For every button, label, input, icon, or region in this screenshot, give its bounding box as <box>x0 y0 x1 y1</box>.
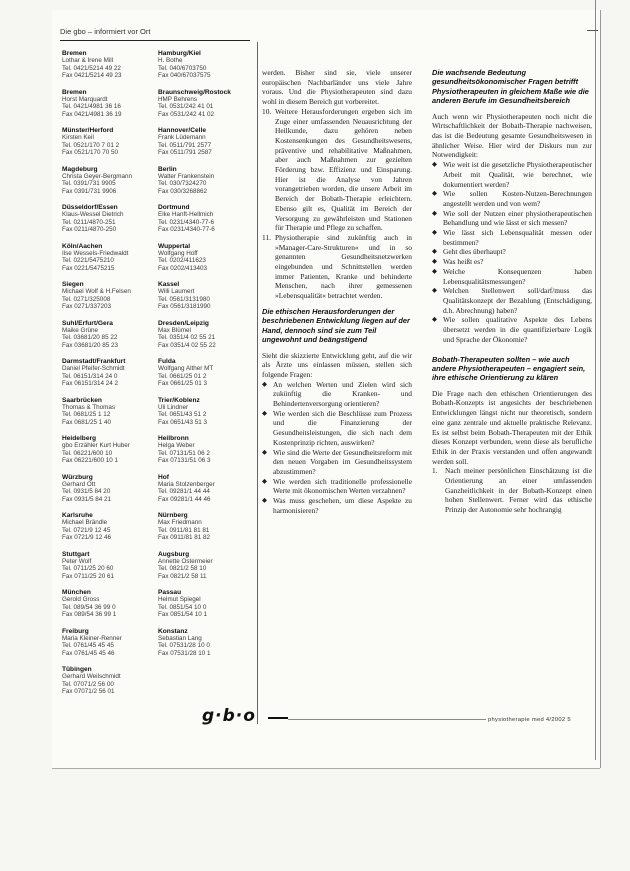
address-city: Saarbrücken <box>62 396 102 404</box>
address-line: Helmut Spiegel <box>158 596 201 604</box>
address-line: Tel. 0851/54 10 0 <box>158 603 207 611</box>
address-city: Passau <box>158 589 182 596</box>
address-line: Fax 0911/81 81 82 <box>158 534 211 542</box>
address-line: Fax 07131/51 06 3 <box>158 457 211 465</box>
address-entry <box>62 127 154 157</box>
address-city: Köln/Aachen <box>62 242 103 250</box>
address-line: Max Blümel <box>158 326 191 334</box>
address-line: Tel. 07531/28 10 0 <box>158 642 210 650</box>
list-item: ◆ Wie werden sich traditionelle professionelle Werte mit ökonomischen Werten verzahnen? <box>262 477 412 496</box>
address-line: Tel. 0211/4870-251 <box>62 218 116 226</box>
address-line: Fax 0521/170 70 50 <box>62 149 119 157</box>
address-entry <box>158 127 250 157</box>
list-item: ◆ Wie sollen Kosten-Nutzen-Berechnungen angestellt werden und von wem? <box>432 189 592 208</box>
address-line: Maria Stolzenberger <box>158 480 215 488</box>
address-line: Tel. 040/6703750 <box>158 64 207 72</box>
address-entry <box>158 589 250 619</box>
list-item: ◆ Geht dies überhaupt? <box>432 247 592 257</box>
address-city: Tübingen <box>62 666 92 673</box>
address-line: Fax 0761/45 45 46 <box>62 649 115 657</box>
address-line: Willi Laumert <box>158 288 195 296</box>
address-line: Fax 0851/54 10 1 <box>158 611 208 619</box>
address-line: Michael Brändle <box>62 519 108 527</box>
address-entry <box>158 204 250 234</box>
address-city: Darmstadt/Frankfurt <box>62 358 126 365</box>
logo-underline <box>268 717 288 719</box>
address-line: Fax 0931/5 84 21 <box>62 495 112 503</box>
address-line: Horst Marquardt <box>62 95 108 103</box>
binding-edge <box>595 0 606 760</box>
address-line: Tel. 06221/600 10 <box>62 449 113 457</box>
address-line: Fax 09281/1 44 46 <box>158 495 211 503</box>
address-line: Wolfgang Alther MT <box>158 365 214 373</box>
address-entry <box>62 281 154 311</box>
list-item: ◆ Welchen Stellenwert soll/darf/muss das Qualitätskonzept der Bezahlung (Entschädigung, d.h. Abrechnung) haben? <box>432 286 592 315</box>
address-line: Gerhard Weilschmidt <box>62 673 121 681</box>
section-heading: Bobath-Therapeuten sollten – wie auch andere Physiotherapeuten – engagiert sein, ihre ethische Orientierung zu klären <box>432 354 586 383</box>
address-line: Peter Wolf <box>62 557 92 565</box>
address-city: Konstanz <box>158 627 188 635</box>
address-entry <box>62 474 154 504</box>
address-line: Tel. 07131/51 06 2 <box>158 449 210 457</box>
address-city: Augsburg <box>158 550 190 558</box>
address-line: Thomas & Thomas <box>62 403 116 411</box>
address-line: Fax 0721/9 12 46 <box>62 534 112 542</box>
item-number: 1. <box>432 466 438 476</box>
address-line: Gerold Gross <box>62 596 100 604</box>
address-line: Tel. 0531/242 41 01 <box>158 103 214 111</box>
address-line: Tel. 07071/2 56 00 <box>62 680 114 688</box>
address-line: Lothar & Irene Mill <box>62 57 114 65</box>
address-entry <box>158 512 250 542</box>
address-entry <box>158 435 250 465</box>
section-heading: Die wachsende Bedeutung gesundheitsökonomischer Fragen betrifft Physiotherapeuten in gleichem Maße wie die anderen Berufe im Gesundheitsbereich <box>432 68 589 106</box>
address-city: Magdeburg <box>62 165 98 173</box>
binding-tick <box>587 30 598 31</box>
list-item: ◆ Was muss geschehen, um diese Aspekte zu harmonisieren? <box>262 496 412 515</box>
address-line: Tel. 0202/411623 <box>158 257 206 265</box>
address-line: Tel. 03681/20 85 22 <box>62 334 118 342</box>
column-divider <box>257 42 258 724</box>
address-city: Berlin <box>158 165 177 173</box>
address-line: Kirsten Keil <box>62 134 94 142</box>
address-line: Fax 0711/25 20 61 <box>62 572 115 580</box>
address-entry <box>62 204 154 234</box>
section-heading: Die ethischen Herausforderungen der beschriebenen Entwicklung liegen auf der Hand, dennoch sind sie zum Teil ungewohnt und beängstigend <box>262 306 410 345</box>
numbered-item <box>432 466 592 515</box>
address-line: Tel. 030/7324270 <box>158 180 207 188</box>
address-entry <box>62 50 154 80</box>
address-entry <box>158 243 250 273</box>
list-item: ◆ Wie weit ist die gesetzliche Physiotherapeutischer Arbeit mit Qualität, wie berechnet, wie dokumentiert werden? <box>432 160 592 189</box>
address-line: Tel. 0351/4 02 55 21 <box>158 334 216 342</box>
list-item: ◆ Welche Konsequenzen haben Lebensqualitätsmessungen? <box>432 267 592 286</box>
address-line: Fax 0651/43 51 3 <box>158 418 208 426</box>
address-line: Fax 030/3268862 <box>158 187 208 195</box>
address-line: Tel. 0221/5475210 <box>62 257 114 265</box>
address-city: Heidelberg <box>62 435 97 442</box>
address-line: Fax 0531/242 41 02 <box>158 110 215 118</box>
address-line: Annette Ostermeier <box>158 557 213 565</box>
address-line: Fax 0681/25 1 40 <box>62 418 112 426</box>
item-text: Physiotherapie sind zukünftig auch in »Manager-Care-Strukturen« und in so genannten Gesundheitsnetzwerken eingebunden und Schnittstellen werden immer Patienten, Kranke und behinderte Menschen, nach ihrer gemessenen »Lebensqualität« betrachtet werden. <box>275 232 412 301</box>
address-entry <box>158 628 250 658</box>
header-text: Die gbo – informiert vor Ort <box>60 27 151 36</box>
address-line: Fax 0421/4981 36 19 <box>62 110 122 118</box>
address-line: Elke Hanft-Hellmich <box>158 211 214 219</box>
address-line: Tel. 0761/45 45 45 <box>62 642 114 650</box>
address-city: Hannover/Celle <box>158 127 207 134</box>
address-entry <box>62 666 154 696</box>
address-city: Freiburg <box>62 627 89 635</box>
address-line: Fax 0351/4 02 55 22 <box>158 341 216 349</box>
address-line: Tel. 0821/2 58 10 <box>158 565 207 573</box>
address-city: Dortmund <box>158 204 190 211</box>
address-line: Fax 0211/4870-250 <box>62 226 117 234</box>
address-line: Fax 0271/337203 <box>62 303 112 311</box>
address-line: Fax 089/54 36 99 1 <box>62 611 117 619</box>
address-city: Nürnberg <box>158 512 188 519</box>
address-line: Uli Lindner <box>158 403 189 411</box>
address-line: Tel. 0561/3131980 <box>158 295 210 303</box>
address-entry <box>158 281 250 311</box>
address-line: Christa Geyer-Bergmann <box>62 172 132 180</box>
address-city: Fulda <box>158 358 176 365</box>
address-line: Fax 0561/3181990 <box>158 303 211 311</box>
address-city: Düsseldorf/Essen <box>62 204 118 211</box>
address-city: Karlsruhe <box>62 512 93 519</box>
address-line: Tel. 0231/4340-77-6 <box>158 218 215 226</box>
address-city: Wuppertal <box>158 242 191 250</box>
address-line: Tel. 0931/5 84 20 <box>62 488 111 496</box>
bullet-list <box>432 160 592 344</box>
address-line: Frank Lüdemann <box>158 134 206 142</box>
address-city: Suhl/Erfurt/Gera <box>62 319 113 327</box>
address-line: Fax 0221/5475215 <box>62 264 115 272</box>
list-item: ◆ Wie sollen qualitative Aspekte des Lebens übersetzt werden in die quantifizierbare Logik und Sprache der Ökonomie? <box>432 315 592 344</box>
address-city: Bremen <box>62 50 87 57</box>
address-line: Daniel Pfeifer-Schmidt <box>62 365 125 373</box>
address-entry <box>158 474 250 504</box>
page-footer: physiotherapie med 4/2002 5 <box>488 717 571 723</box>
address-line: Tel. 0911/81 81 81 <box>158 526 210 534</box>
address-line: Fax 0231/4340-77-6 <box>158 226 215 234</box>
address-line: Michael Wolf & H.Felsen <box>62 288 131 296</box>
address-line: Tel. 0511/791 2577 <box>158 141 212 149</box>
address-line: Maria Kleiner-Renner <box>62 634 122 642</box>
address-city: Münster/Herford <box>62 127 114 134</box>
address-entry <box>158 397 250 427</box>
item-text: Nach meiner persönlichen Einschätzung ist die Orientierung an einer umfassenden Ganzheitlichkeit in der Bobath-Konzept einen hohen Stellenwert. Ferner wird das ethische Prinzip der Autonomie sehr hochrangig <box>445 466 592 515</box>
address-line: Tel. 0421/4981 36 16 <box>62 103 121 111</box>
numbered-item <box>262 107 412 233</box>
address-line: Sebastian Lang <box>158 634 202 642</box>
address-entry <box>62 628 154 658</box>
address-line: Tel. 06151/314 24 0 <box>62 372 118 380</box>
address-line: Tel. 089/54 36 99 0 <box>62 603 116 611</box>
address-entry <box>62 320 154 350</box>
address-line: H. Bothe <box>158 57 183 65</box>
bullet-list <box>262 380 412 516</box>
address-line: Fax 06151/314 24 2 <box>62 380 119 388</box>
address-city: Kassel <box>158 281 180 288</box>
address-line: Fax 03681/20 85 23 <box>62 341 119 349</box>
address-entry <box>62 589 154 619</box>
article-column-right <box>432 68 592 515</box>
address-entry <box>158 50 250 80</box>
list-item: ◆ Wie soll der Nutzen einer physiotherapeutischen Behandlung und wie lässt er sich messen? <box>432 209 592 228</box>
address-line: Fax 07531/28 10 1 <box>158 649 211 657</box>
address-city: Würzburg <box>62 473 93 481</box>
address-city: Hamburg/Kiel <box>158 50 201 57</box>
address-line: Tel. 0271/325008 <box>62 295 111 303</box>
address-entry <box>62 89 154 119</box>
address-line: Fax 040/67037575 <box>158 72 211 80</box>
address-line: Tel. 0721/9 12 45 <box>62 526 111 534</box>
address-city: München <box>62 589 91 596</box>
address-line: Fax 0511/791 2587 <box>158 149 212 157</box>
item-number: 11. <box>262 232 271 242</box>
address-city: Braunschweig/Rostock <box>158 88 231 96</box>
gbo-logo: g·b·o <box>202 706 256 726</box>
footer-rule <box>288 719 486 720</box>
list-item: ◆ Wie werden sich die Beschlüsse zum Prozess und die Finanzierung der Gesundheitsleistungen, die sich nach dem Kostenprinzip richten, auswirken? <box>262 409 412 448</box>
address-line: Wolfgang Hoff <box>158 249 198 257</box>
address-city: Stuttgart <box>62 550 90 558</box>
address-line: Tel. 0651/43 51 2 <box>158 411 207 419</box>
address-entry <box>62 243 154 273</box>
address-line: HMP Behrens <box>158 95 198 103</box>
list-item: ◆ An welchen Werten und Zielen wird sich zukünftig die Kranken- und Behindertenversorgung orientieren? <box>262 380 412 409</box>
paragraph: Sieht die skizzierte Entwicklung geht, auf die wir als Ärzte uns einlassen müssen, stellen sich folgende Fragen: <box>262 350 412 379</box>
address-line: Tel. 0661/25 01 2 <box>158 372 207 380</box>
address-entry <box>62 397 154 427</box>
address-line: Tel. 0711/25 20 60 <box>62 565 114 573</box>
address-entry <box>158 166 250 196</box>
paragraph: werden. Bisher sind sie, viele unserer europäischen Nachbarländer uns viele Jahre voraus. Und die Physiotherapeuten sind dazu wohl in diesem Bereich gut vorbereitet. <box>262 68 412 107</box>
address-line: Tel. 0681/25 1 12 <box>62 411 111 419</box>
address-line: Maike Grüne <box>62 326 99 334</box>
address-city: Trier/Koblenz <box>158 396 200 404</box>
address-entry <box>62 512 154 542</box>
article-column-middle <box>262 68 412 515</box>
address-line: gbo Erzähler Kurt Huber <box>62 442 130 450</box>
item-text: Weitere Herausforderungen ergeben sich im Zuge einer umfassenden Neuausrichtung der Heilkunde, dazu gehören neben Kostensenkungen des Gesundheitswesens, präventive und rehabilitative Maßnahmen, aber auch Maßnahmen zur gezielten Förderung bzw. Effizienz und Einsparung. Hier ist die Analyse von Jahren vorangetrieben worden, die unsere Arbeit im Bereich der Bobath-Therapie erleichtern. Ebenso gilt es, Qualität im Bereich der Versorgung zu gewährleisten und Stationen für Therapie und Pflege zu schaffen. <box>275 106 412 233</box>
list-item: ◆ Wie lässt sich Lebensqualität messen oder bestimmen? <box>432 228 592 247</box>
address-entry <box>158 358 250 388</box>
address-line: Tel. 0391/731 9905 <box>62 180 116 188</box>
address-line: Fax 06221/600 10 1 <box>62 457 119 465</box>
address-entry <box>62 166 154 196</box>
address-line: Fax 0821/2 58 11 <box>158 572 207 580</box>
address-entry <box>158 320 250 350</box>
address-line: Max Friedmann <box>158 519 202 527</box>
address-entry <box>62 551 154 581</box>
address-entry <box>158 89 250 119</box>
address-city: Dresden/Leipzig <box>158 319 209 327</box>
address-entry <box>62 435 154 465</box>
paragraph: Auch wenn wir Physiotherapeuten noch nicht die Wirtschaftlichkeit der Bobath-Therapie nachweisen, das ist die Bedeutung gesamte Gesundheitswesen in ähnlicher Weise. Hier wird der Diskurs nun zur Notwendigkeit: <box>432 111 592 160</box>
address-line: Klaus-Wessel Dietrich <box>62 211 124 219</box>
address-city: Siegen <box>62 281 84 288</box>
document-page <box>52 10 600 768</box>
address-line: Fax 0661/25 01 3 <box>158 380 208 388</box>
page-header <box>60 10 250 41</box>
address-line: Helga Weber <box>158 442 195 450</box>
list-item: ◆ Was heißt es? <box>432 257 592 267</box>
address-city: Heilbronn <box>158 435 189 442</box>
address-line: Fax 0202/413403 <box>158 264 208 272</box>
address-city: Bremen <box>62 88 87 96</box>
address-line: Fax 07071/2 56 01 <box>62 688 115 696</box>
address-line: Fax 0391/731 9906 <box>62 187 117 195</box>
address-line: Gerhard Ott <box>62 480 96 488</box>
address-line: Tel. 0521/170 7 01 2 <box>62 141 120 149</box>
address-entry <box>158 551 250 581</box>
numbered-item <box>262 233 412 301</box>
address-line: Walter Frankenstein <box>158 172 215 180</box>
address-line: Ilse Wessels-Friedwaldt <box>62 249 129 257</box>
address-directory <box>62 50 252 710</box>
address-line: Tel. 09281/1 44 44 <box>158 488 210 496</box>
address-city: Hof <box>158 473 169 481</box>
address-entry <box>62 358 154 388</box>
address-line: Tel. 0421/5214 49 22 <box>62 64 121 72</box>
item-number: 10. <box>262 106 272 116</box>
paragraph: Die Frage nach den ethischen Orientierungen des Bobath-Konzepts ist angesichts der beschriebenen Entwicklungen längst nicht nur theoretisch, sondern eine ganz zentrale und aktuelle praktische Relevanz. Es ist selbst beim Bobath-Therapeuten mit der Ethik dieses Konzept verbunden, wenn diese als berufliche Ethik in der Praxis verstanden und offen angewandt werden soll. <box>432 388 592 466</box>
list-item: ◆ Wie sind die Werte der Gesundheitsreform mit den neuen Vorgaben im Gesundheitssystem abzustimmen? <box>262 448 412 477</box>
address-line: Fax 0421/5214 49 23 <box>62 72 122 80</box>
